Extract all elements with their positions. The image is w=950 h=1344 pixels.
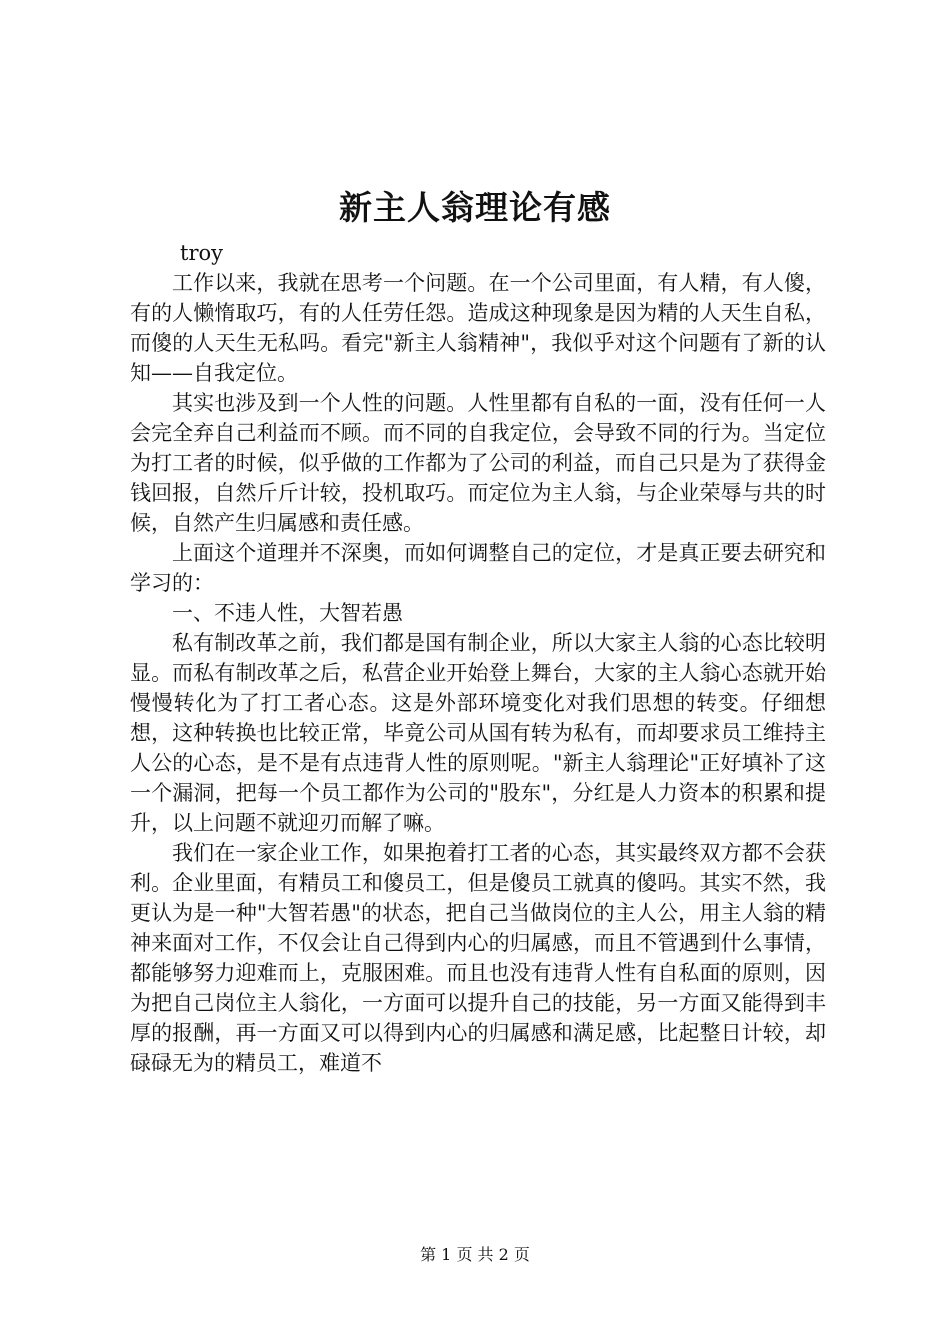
page-number-footer: 第 1 页 共 2 页	[420, 1245, 530, 1264]
section-heading-1: 一、不违人性，大智若愚	[172, 601, 403, 625]
paragraph-5: 我们在一家企业工作，如果抱着打工者的心态，其实最终双方都不会获利。企业里面，有精员工和傻员工，但是傻员工就真的傻吗。其实不然，我更认为是一种"大智若愚"的状态，把自己当做岗位的主人公，用主人翁的精神来面对工作，不仅会让自己得到内心的归属感，而且不管遇到什么事情，都能够努力迎难而上，克服困难。而且也没有违背人性有自私面的原则，因为把自己岗位主人翁化，一方面可以提升自己的技能，另一方面又能得到丰厚的报酬，再一方面又可以得到内心的归属感和满足感，比起整日计较，却碌碌无为的精员工，难道不	[130, 841, 826, 1075]
paragraph-4: 私有制改革之前，我们都是国有制企业，所以大家主人翁的心态比较明显。而私有制改革之后，私营企业开始登上舞台，大家的主人翁心态就开始慢慢转化为了打工者心态。这是外部环境变化对我们思想的转变。仔细想想，这种转换也比较正常，毕竟公司从国有转为私有，而却要求员工维持主人公的心态，是不是有点违背人性的原则呢。"新主人翁理论"正好填补了这一个漏洞，把每一个员工都作为公司的"股东"，分红是人力资本的积累和提升，以上问题不就迎刃而解了嘛。	[130, 631, 826, 835]
paragraph-1: 工作以来，我就在思考一个问题。在一个公司里面，有人精，有人傻，有的人懒惰取巧，有的人任劳任怨。造成这种现象是因为精的人天生自私，而傻的人天生无私吗。看完"新主人翁精神"，我似乎对这个问题有了新的认知——自我定位。	[130, 271, 826, 385]
paragraph-3: 上面这个道理并不深奥，而如何调整自己的定位，才是真正要去研究和学习的：	[130, 541, 826, 595]
paragraph-2: 其实也涉及到一个人性的问题。人性里都有自私的一面，没有任何一人会完全弃自己利益而不顾。而不同的自我定位，会导致不同的行为。当定位为打工者的时候，似乎做的工作都为了公司的利益，而自己只是为了获得金钱回报，自然斤斤计较，投机取巧。而定位为主人翁，与企业荣辱与共的时候，自然产生归属感和责任感。	[130, 391, 826, 535]
author-name: troy	[180, 241, 223, 265]
document-body	[130, 238, 826, 1078]
document-title: 新主人翁理论有感	[339, 188, 611, 227]
